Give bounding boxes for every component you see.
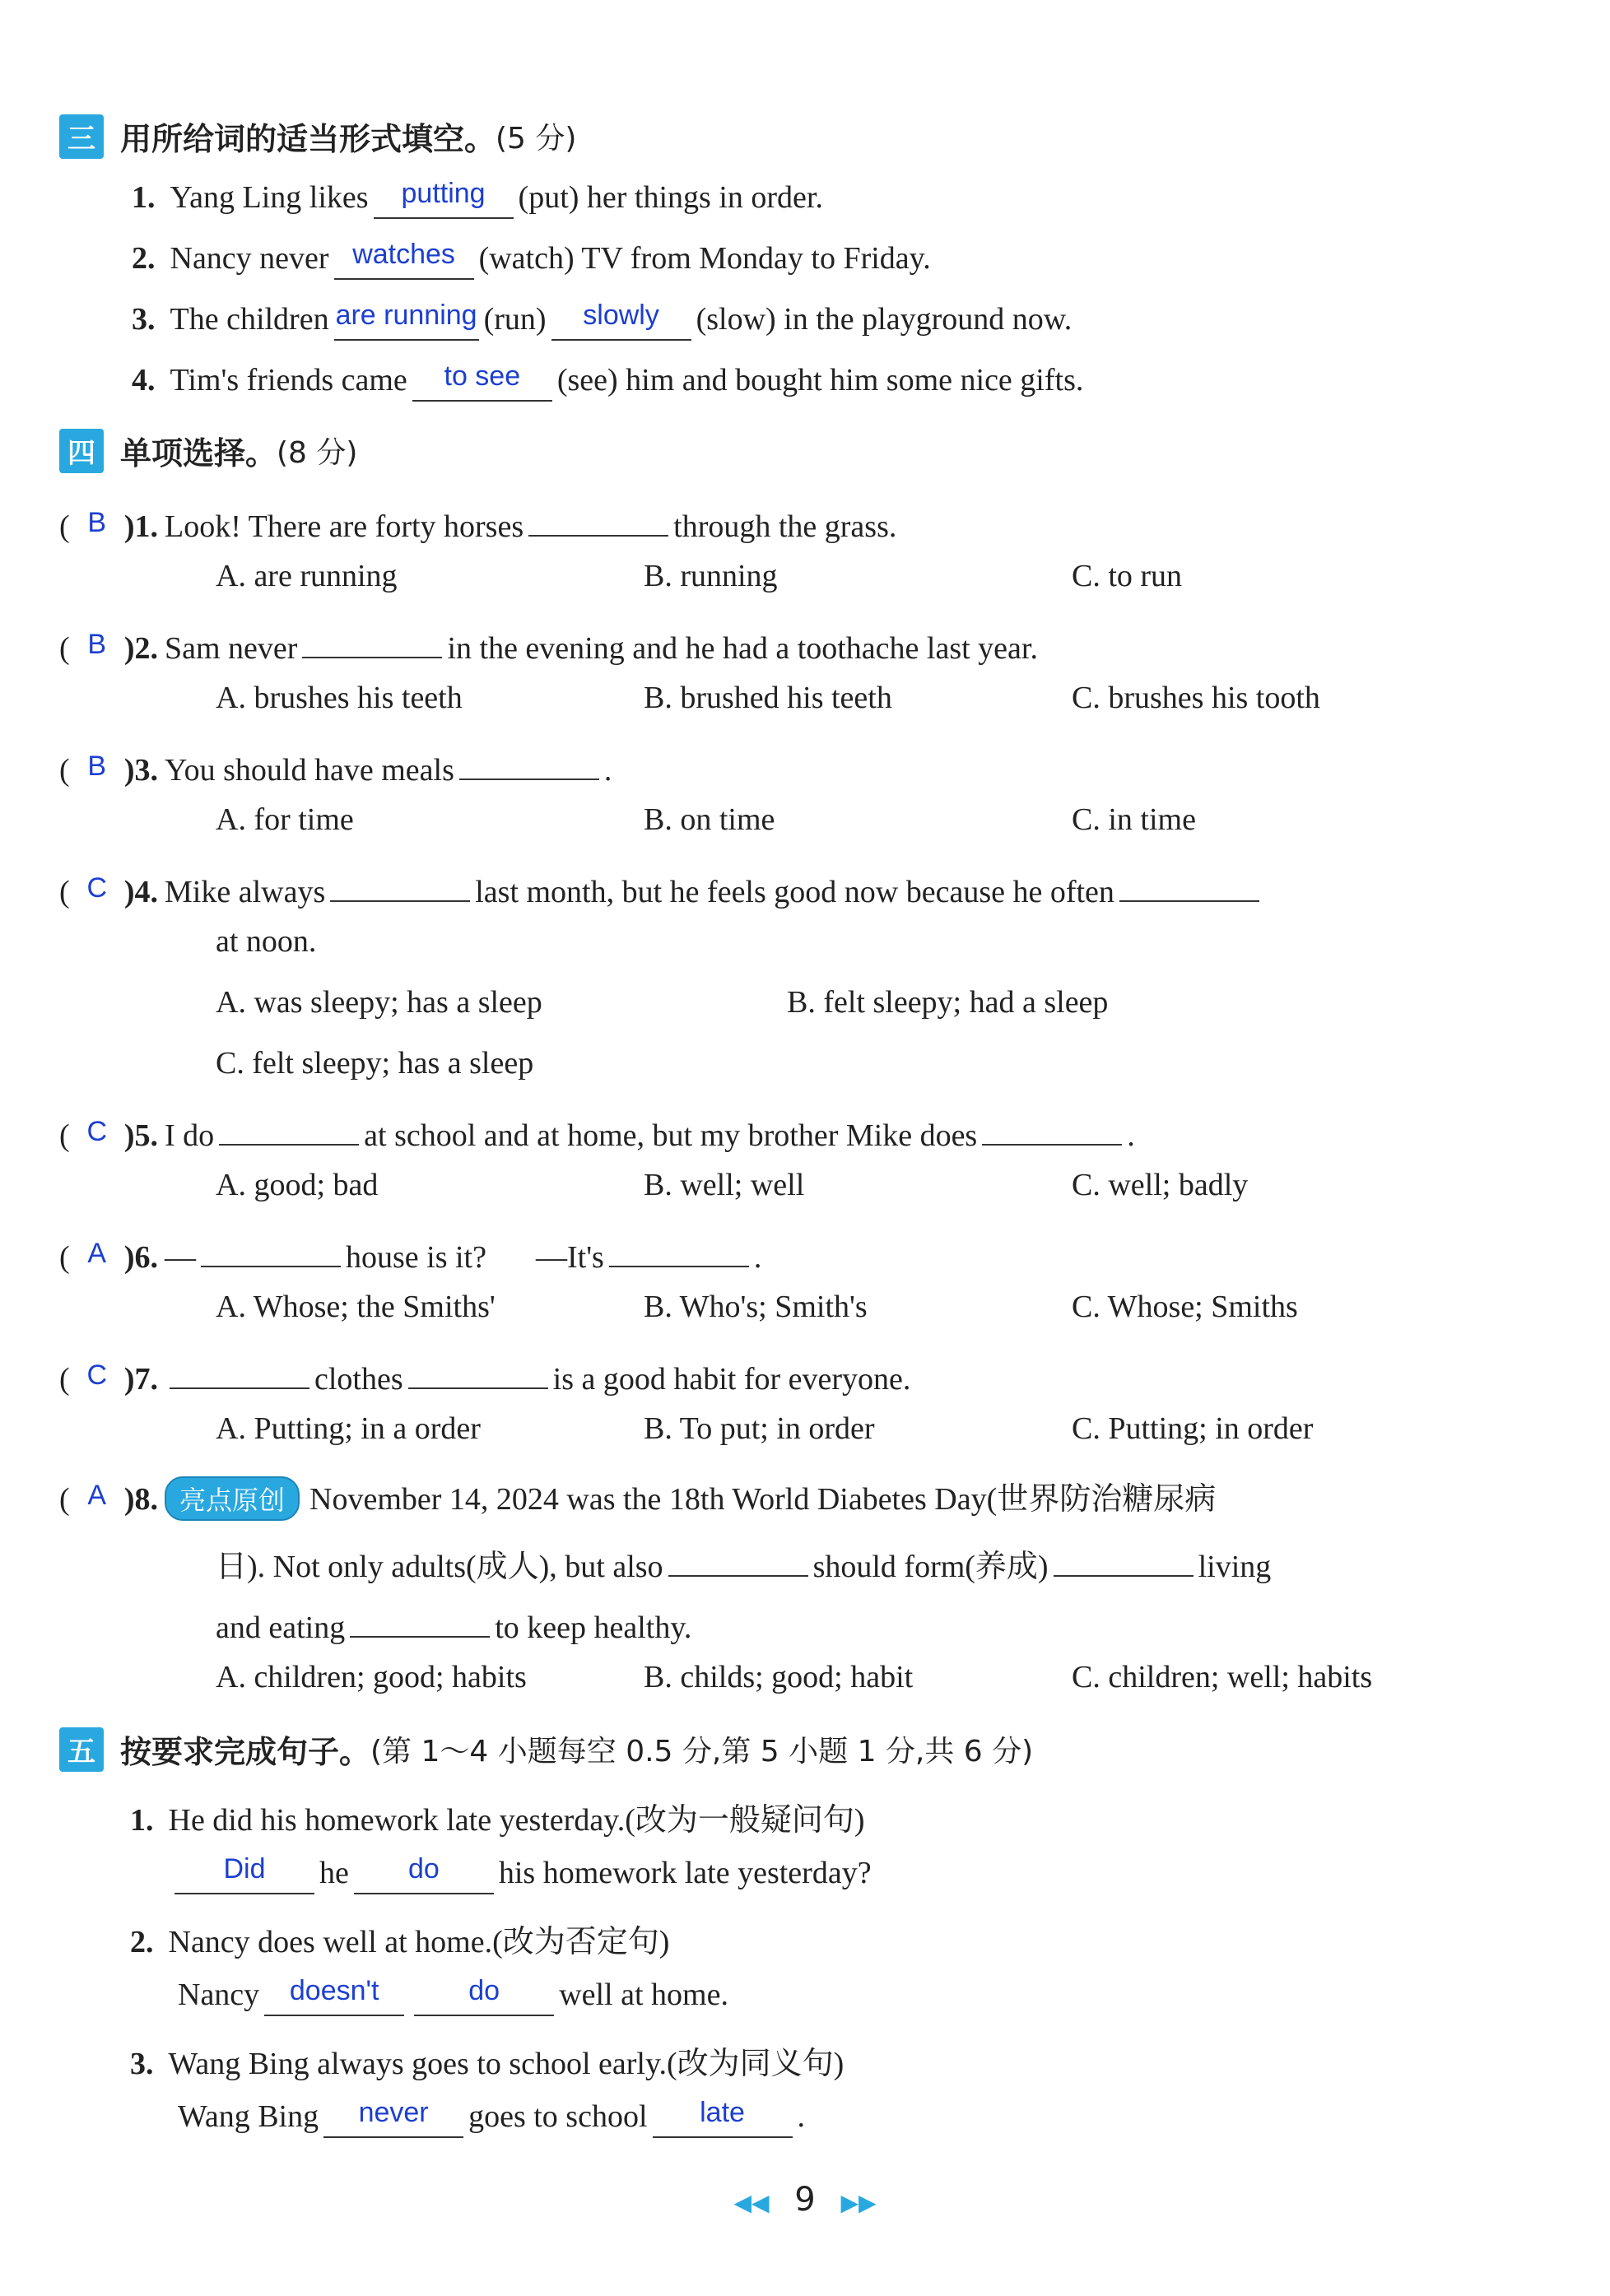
answer-blank xyxy=(302,619,442,658)
option-a: A. children; good; habits xyxy=(216,1660,527,1694)
section-5-header xyxy=(59,1727,1033,1772)
answer-blank: do xyxy=(354,1855,494,1894)
option-a: A. Whose; the Smiths' xyxy=(216,1290,496,1324)
option-b: B. well; well xyxy=(644,1168,805,1202)
page-number: 9 xyxy=(794,2181,816,2219)
mc-question-1: ( B )1. Look! There are forty horses through the grass. xyxy=(59,497,896,545)
fill-item-4: 4. Tim's friends came to see (see) him and bought him some nice gifts. xyxy=(132,362,1083,402)
answer-blank xyxy=(668,1537,808,1577)
option-c: C. in time xyxy=(1072,802,1196,837)
answer-blank xyxy=(528,497,668,537)
answer-blank: do xyxy=(414,1977,554,2016)
question-continuation: at noon. xyxy=(216,924,317,959)
option-a: A. are running xyxy=(216,559,398,593)
answer-blank xyxy=(1119,862,1259,902)
rewrite-item-3: 3. Wang Bing always goes to school early.(改为同义句) xyxy=(130,2047,845,2081)
option-c: C. to run xyxy=(1072,559,1183,593)
mc-question-3: ( B )3. You should have meals . xyxy=(59,741,612,788)
answer-letter: A xyxy=(87,1238,107,1269)
answer-blank: putting xyxy=(374,179,514,219)
option-b: B. felt sleepy; had a sleep xyxy=(787,985,1109,1020)
section-number-badge: 五 xyxy=(59,1727,104,1772)
rewrite-answer-1: Did he do his homework late yesterday? xyxy=(174,1855,872,1894)
answer-blank xyxy=(1054,1537,1194,1577)
answer-blank: late xyxy=(653,2098,793,2138)
option-c: C. brushes his tooth xyxy=(1072,681,1320,715)
section-number-badge: 四 xyxy=(59,429,104,473)
answer-blank xyxy=(201,1228,341,1267)
answer-letter: C xyxy=(86,1359,108,1391)
mc-question-6: ( A )6. — house is it? —It's . xyxy=(59,1228,761,1276)
mc-question-8: ( A )8. 亮点原创 November 14, 2024 was the 18th World Diabetes Day(世界防治糖尿病 xyxy=(59,1473,1216,1521)
option-c: C. Putting; in order xyxy=(1072,1411,1314,1446)
option-a: A. brushes his teeth xyxy=(216,681,463,715)
option-b: B. brushed his teeth xyxy=(644,681,892,715)
answer-letter: C xyxy=(86,1116,108,1147)
mc-question-7: ( C )7. clothes is a good habit for everyone. xyxy=(59,1350,910,1397)
answer-letter: B xyxy=(87,751,107,782)
answer-letter: A xyxy=(87,1480,107,1511)
fill-item-2: 2. Nancy never watches (watch) TV from Monday to Friday. xyxy=(132,240,931,280)
answer-blank xyxy=(330,862,470,902)
answer-blank xyxy=(459,741,599,780)
rewrite-item-2: 2. Nancy does well at home.(改为否定句) xyxy=(130,1925,670,1959)
section-title: 单项选择。 xyxy=(120,435,277,472)
answer-letter: C xyxy=(86,872,108,904)
answer-blank: never xyxy=(323,2098,463,2138)
answer-blank xyxy=(982,1106,1122,1146)
prev-arrow-icon: ◀◀ xyxy=(733,2189,770,2216)
answer-letter: B xyxy=(87,507,107,538)
option-c: C. well; badly xyxy=(1072,1168,1249,1202)
option-b: B. childs; good; habit xyxy=(644,1660,914,1694)
answer-blank: watches xyxy=(334,240,474,280)
option-a: A. was sleepy; has a sleep xyxy=(216,985,542,1020)
option-a: A. good; bad xyxy=(216,1168,379,1202)
section-title: 用所给词的适当形式填空。 xyxy=(120,121,496,157)
option-b: B. on time xyxy=(644,802,775,837)
rewrite-item-1: 1. He did his homework late yesterday.(改为一般疑问句) xyxy=(130,1803,865,1838)
mc-question-4: ( C )4. Mike always last month, but he feels good now because he often xyxy=(59,862,1264,910)
section-score: (第 1～4 小题每空 0.5 分,第 5 小题 1 分,共 6 分) xyxy=(370,1735,1034,1768)
option-b: B. To put; in order xyxy=(644,1411,875,1446)
option-c: C. Whose; Smiths xyxy=(1072,1290,1298,1324)
answer-blank: are running xyxy=(334,301,479,341)
fill-item-3: 3. The children are running (run) slowly (slow) in the playground now. xyxy=(132,301,1072,341)
mc-question-2: ( B )2. Sam never in the evening and he had a toothache last year. xyxy=(59,619,1038,667)
answer-letter: B xyxy=(87,629,107,660)
rewrite-answer-2: Nancy doesn't do well at home. xyxy=(178,1977,728,2016)
option-c: C. felt sleepy; has a sleep xyxy=(216,1046,534,1081)
answer-blank: slowly xyxy=(551,301,691,341)
option-a: A. Putting; in a order xyxy=(216,1411,481,1446)
option-a: A. for time xyxy=(216,802,354,837)
answer-blank xyxy=(219,1106,359,1146)
answer-blank xyxy=(170,1350,309,1389)
question-continuation: 日). Not only adults(成人), but also should form(养成) living xyxy=(216,1537,1271,1586)
section-score: (5 分) xyxy=(496,122,577,156)
option-b: B. Who's; Smith's xyxy=(644,1290,868,1324)
page-footer xyxy=(0,2181,1610,2219)
answer-blank: doesn't xyxy=(264,1977,404,2016)
answer-blank xyxy=(408,1350,548,1389)
section-4-header xyxy=(59,428,357,473)
mc-question-5: ( C )5. I do at school and at home, but my brother Mike does . xyxy=(59,1106,1135,1154)
fill-item-1: 1. Yang Ling likes putting (put) her things in order. xyxy=(132,179,823,219)
option-c: C. children; well; habits xyxy=(1072,1660,1373,1694)
section-number-badge: 三 xyxy=(59,114,104,159)
highlight-original-tag: 亮点原创 xyxy=(165,1476,300,1521)
option-b: B. running xyxy=(644,559,778,593)
answer-blank xyxy=(350,1598,490,1638)
answer-blank xyxy=(609,1228,749,1267)
next-arrow-icon: ▶▶ xyxy=(840,2189,877,2216)
question-continuation: and eating to keep healthy. xyxy=(216,1598,691,1646)
answer-blank: to see xyxy=(412,362,552,402)
section-title: 按要求完成句子。 xyxy=(120,1734,371,1770)
answer-blank: Did xyxy=(174,1855,314,1894)
section-3-header xyxy=(59,114,576,159)
section-score: (8 分) xyxy=(277,436,358,470)
rewrite-answer-3: Wang Bing never goes to school late . xyxy=(178,2098,805,2138)
